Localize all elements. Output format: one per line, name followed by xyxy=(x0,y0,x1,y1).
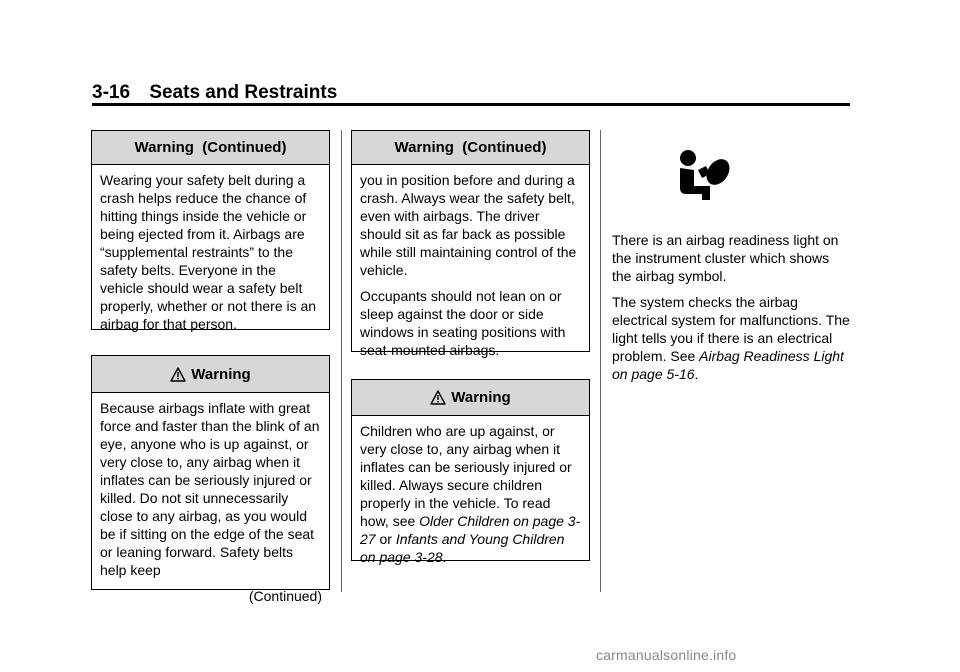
warning-box-header xyxy=(352,380,589,416)
warning-box-header xyxy=(352,131,589,165)
warning-text xyxy=(360,422,582,566)
warning-triangle-icon xyxy=(170,367,186,382)
warning-box-continued-1 xyxy=(91,130,330,330)
warning-box-body xyxy=(92,393,329,611)
airbag-readiness-text xyxy=(612,231,852,391)
warning-text-part: or xyxy=(375,531,396,547)
warning-text-1: you in position before and during a crash. Always wear the safety belt, even with airbags. The driver should sit as far back as possible while still maintaining control of the vehicle. xyxy=(360,172,577,278)
warning-box-body xyxy=(352,165,589,365)
warning-box-children xyxy=(351,379,590,565)
cross-reference-link[interactable]: Infants and Young Children on page 3-28 xyxy=(360,531,565,565)
paragraph-text: The system checks the airbag electrical system for malfunctions. The light tells you if there is an electrical problem. See xyxy=(612,294,850,364)
section-title: Seats and Restraints xyxy=(149,82,338,103)
cross-reference-link[interactable]: Airbag Readiness Light on page 5-16 xyxy=(612,348,844,382)
warning-text: Wearing your safety belt during a crash helps reduce the chance of hitting things inside the vehicle or being ejected from it. Airbags are “supplemental restraints” to the safety belts. Everyone in the vehicle should wear a safety belt properly, whether or not there is an airbag for that person. xyxy=(100,172,317,332)
warning-box-body xyxy=(352,416,589,572)
warning-box-header xyxy=(92,131,329,165)
airbag-readiness-icon xyxy=(676,148,732,202)
warning-text: Because airbags inflate with great force and faster than the blink of an eye, anyone who is up against, or very close to, any airbag when it inflates can be seriously injured or killed. Do not sit unnecessarily close to any airbag, as you would be if sitting on the edge of the seat or leaning forward. Safety belts help keep xyxy=(100,400,320,578)
watermark: carmanualsonline.info xyxy=(596,647,737,663)
warning-box-airbag-force xyxy=(91,355,330,604)
page-header xyxy=(92,82,337,104)
continued-label: (Continued) xyxy=(248,588,322,604)
warning-triangle-icon xyxy=(430,390,446,405)
warning-box-title: Warning (Continued) xyxy=(134,139,287,156)
warning-text-part: Children who are up against, or very close to, any airbag when it inflates can be seriously injured or killed. Always secure children properly in the vehicle. To read how, see xyxy=(360,423,572,529)
column-divider-2 xyxy=(600,130,601,592)
page-number: 3-16 xyxy=(92,82,131,103)
warning-box-header xyxy=(92,356,329,393)
warning-box-title: Warning xyxy=(451,389,511,406)
warning-box-body xyxy=(92,165,329,339)
paragraph-text: . xyxy=(694,366,699,382)
warning-text-part: . xyxy=(442,549,447,565)
warning-box-continued-2 xyxy=(351,130,590,358)
column-divider-1 xyxy=(341,130,342,592)
cross-reference-link[interactable]: Older Children on page 3-27 xyxy=(360,513,581,547)
warning-box-title: Warning xyxy=(191,365,251,383)
warning-text-2: Occupants should not lean on or sleep against the door or side windows in seating positions with seat-mounted airbags. xyxy=(360,288,566,358)
paragraph-readiness-light: There is an airbag readiness light on the instrument cluster which shows the airbag symbol. xyxy=(612,232,839,284)
warning-box-title: Warning (Continued) xyxy=(394,139,547,156)
header-rule xyxy=(92,103,850,106)
paragraph-system-check xyxy=(612,293,852,383)
